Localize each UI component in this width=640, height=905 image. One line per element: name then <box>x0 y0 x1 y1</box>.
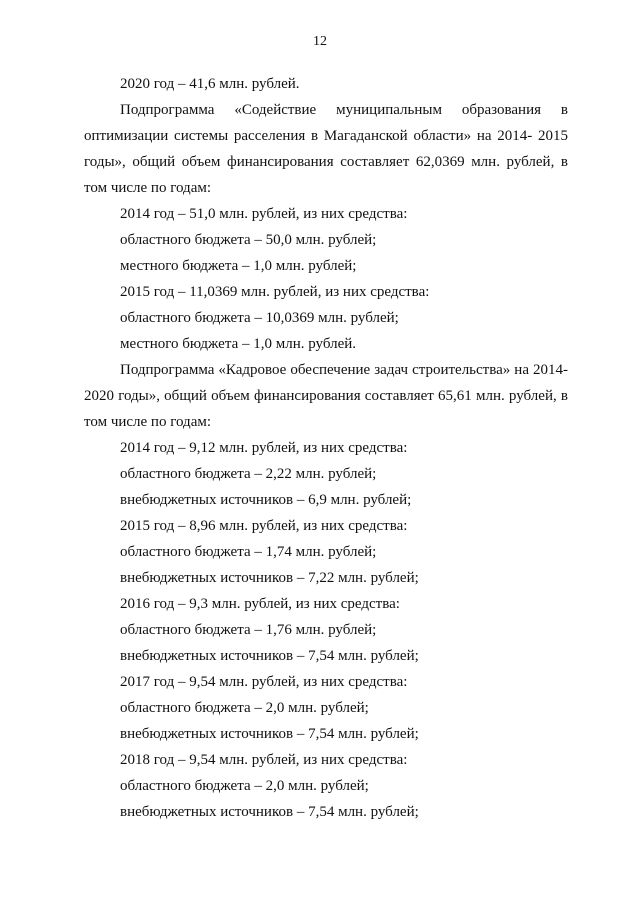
text-line: областного бюджета – 2,0 млн. рублей; <box>120 700 369 716</box>
text-line: внебюджетных источников – 7,54 млн. рублей; <box>120 726 419 742</box>
page-number: 12 <box>313 34 327 49</box>
text-line: внебюджетных источников – 7,54 млн. рублей; <box>120 648 419 664</box>
text-line: годы», общий объем финансирования составляет 62,0369 млн. рублей, в <box>84 154 568 170</box>
text-line: областного бюджета – 1,76 млн. рублей; <box>120 622 377 638</box>
text-line: 2018 год – 9,54 млн. рублей, из них средства: <box>120 752 408 768</box>
text-line: местного бюджета – 1,0 млн. рублей; <box>120 258 357 274</box>
text-line: том числе по годам: <box>84 180 212 196</box>
text-line: том числе по годам: <box>84 414 212 430</box>
text-line: 2014 год – 51,0 млн. рублей, из них средства: <box>120 206 408 222</box>
text-line: оптимизации системы расселения в Магаданской области» на 2014- 2015 <box>84 128 568 144</box>
text-line: 2014 год – 9,12 млн. рублей, из них средства: <box>120 440 408 456</box>
text-line: областного бюджета – 2,0 млн. рублей; <box>120 778 369 794</box>
text-line: 2015 год – 11,0369 млн. рублей, из них средства: <box>120 284 430 300</box>
text-line: 2017 год – 9,54 млн. рублей, из них средства: <box>120 674 408 690</box>
text-line: местного бюджета – 1,0 млн. рублей. <box>120 336 357 352</box>
paragraph-start-line: Подпрограмма «Содействие муниципальным образования в <box>120 102 568 118</box>
text-line: 2020 годы», общий объем финансирования составляет 65,61 млн. рублей, в <box>84 388 568 404</box>
text-line: 2016 год – 9,3 млн. рублей, из них средства: <box>120 596 400 612</box>
text-line: внебюджетных источников – 6,9 млн. рублей; <box>120 492 412 508</box>
text-line: 2015 год – 8,96 млн. рублей, из них средства: <box>120 518 408 534</box>
paragraph-start-line: Подпрограмма «Кадровое обеспечение задач строительства» на 2014- <box>120 362 568 378</box>
text-line: внебюджетных источников – 7,22 млн. рублей; <box>120 570 419 586</box>
text-line: внебюджетных источников – 7,54 млн. рублей; <box>120 804 419 820</box>
text-line: областного бюджета – 10,0369 млн. рублей; <box>120 310 399 326</box>
text-line: областного бюджета – 1,74 млн. рублей; <box>120 544 377 560</box>
text-line: 2020 год – 41,6 млн. рублей. <box>120 76 300 92</box>
text-line: областного бюджета – 2,22 млн. рублей; <box>120 466 377 482</box>
text-line: областного бюджета – 50,0 млн. рублей; <box>120 232 377 248</box>
